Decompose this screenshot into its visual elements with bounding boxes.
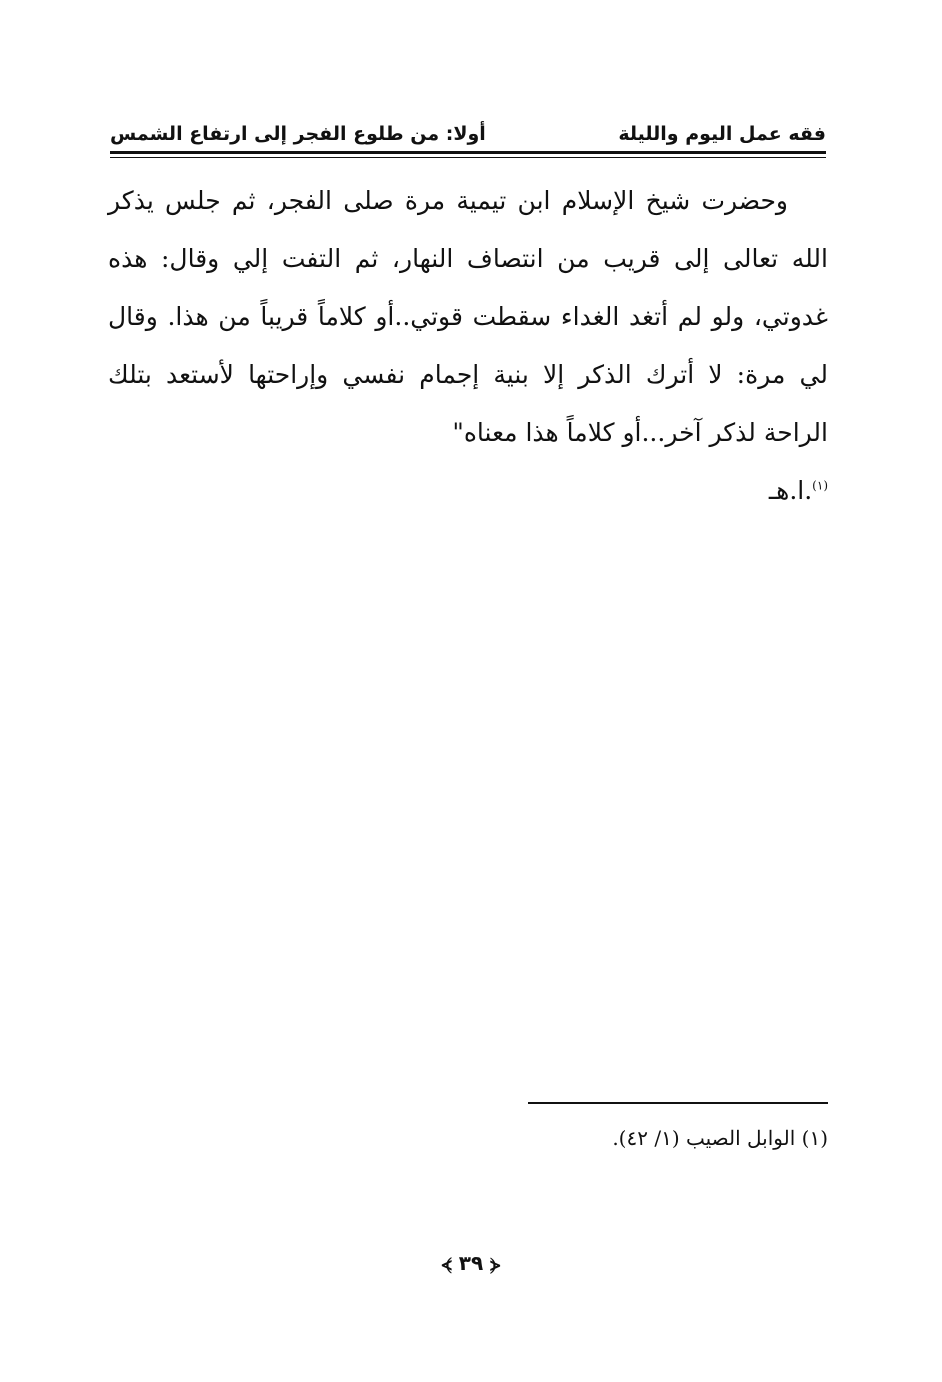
- main-text: [108, 172, 828, 520]
- chapter-title: أولا: من طلوع الفجر إلى ارتفاع الشمس: [110, 123, 486, 145]
- ornament-right-icon: ⦔: [490, 1254, 501, 1275]
- header-rule: [110, 151, 826, 154]
- page-number: [0, 1248, 942, 1280]
- paragraph-text: وحضرت شيخ الإسلام ابن تيمية مرة صلى الفجر، ثم جلس يذكر الله تعالى إلى قريب من انتصاف النهار، ثم التفت إلي وقال: هذه غدوتي، ولو لم أتغد الغداء سقطت قوتي..أو كلاماً قريباً من هذا. وقال لي مرة: لا أترك الذكر إلا بنية إجمام نفسي وإراحتها لأستعد بتلك الراحة لذكر آخر...أو كلاماً هذا معناه": [108, 186, 828, 447]
- ornament-left-icon: ⦓: [441, 1254, 452, 1275]
- page-number-text: ٣٩: [458, 1251, 484, 1275]
- ending-text: .ا.هـ: [768, 476, 813, 505]
- header-rule-thin: [110, 157, 826, 158]
- ending-line: [108, 462, 828, 520]
- footnote: (١) الوابل الصيب (١/ ٤٢).: [612, 1126, 828, 1150]
- running-header: [110, 120, 826, 150]
- book-title: فقه عمل اليوم والليلة: [618, 123, 826, 145]
- footnote-rule: [528, 1102, 828, 1104]
- footnote-reference: (١): [812, 478, 828, 493]
- paragraph: [108, 172, 828, 462]
